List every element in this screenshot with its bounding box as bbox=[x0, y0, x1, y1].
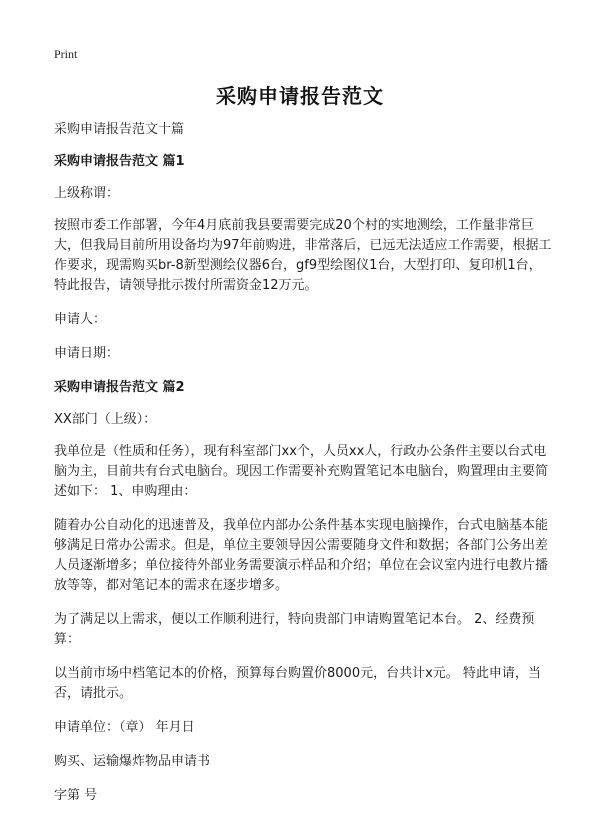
next-document-title: 购买、运输爆炸物品申请书 bbox=[54, 754, 211, 769]
document-body bbox=[54, 120, 554, 820]
serial-number: 字第 号 bbox=[54, 788, 98, 803]
article2-paragraph3: 为了满足以上需求，便以工作顺利进行，特向贵部门申请购置笔记本台。 2、经费预算： bbox=[54, 612, 535, 647]
article1-date: 申请日期： bbox=[54, 346, 120, 361]
article2-applicant-unit: 申请单位：（章） 年月日 bbox=[54, 720, 195, 735]
article2-paragraph2: 随着办公自动化的迅速普及，我单位内部办公条件基本实现电脑操作，台式电脑基本能够满足日常办公需求。但是，单位主要领导因公需要随身文件和数据；各部门公务出差人员逐渐增多；单位接待外部业务需要演示样品和介绍；单位在会议室内进行电教片播放等等，都对笔记本的需求在逐步增多。 bbox=[54, 518, 549, 593]
article1-paragraph: 按照市委工作部署，今年4月底前我县要需要完成20个村的实地测绘，工作量非常巨大，但我局目前所用设备均为97年前购进，非常落后，已远无法适应工作需要，根据工作要求，现需购买br-8新型测绘仪器6台，gf9型绘图仪1台，大型打印、复印机1台，特此报告，请领导批示拨付所需资金12万元。 bbox=[54, 218, 552, 293]
article1-salutation: 上级称谓： bbox=[54, 186, 120, 201]
print-label: Print bbox=[54, 47, 78, 61]
article2-heading: 采购申请报告范文 篇2 bbox=[54, 380, 185, 395]
article2-paragraph1: 我单位是（性质和任务），现有科室部门xx个，人员xx人，行政办公条件主要以台式电脑为主，目前共有台式电脑台。现因工作需要补充购置笔记本电脑台，购置理由主要简述如下： 1、申购理由： bbox=[54, 444, 549, 499]
article2-paragraph4: 以当前市场中档笔记本的价格，预算每台购置价8000元，台共计x元。 特此申请，当否，请批示。 bbox=[54, 666, 541, 701]
article2-salutation: XX部门（上级）： bbox=[54, 412, 157, 427]
article1-heading: 采购申请报告范文 篇1 bbox=[54, 154, 185, 169]
article1-applicant: 申请人： bbox=[54, 312, 107, 327]
subtitle: 采购申请报告范文十篇 bbox=[54, 122, 185, 137]
page-title: 采购申请报告范文 bbox=[216, 84, 384, 108]
